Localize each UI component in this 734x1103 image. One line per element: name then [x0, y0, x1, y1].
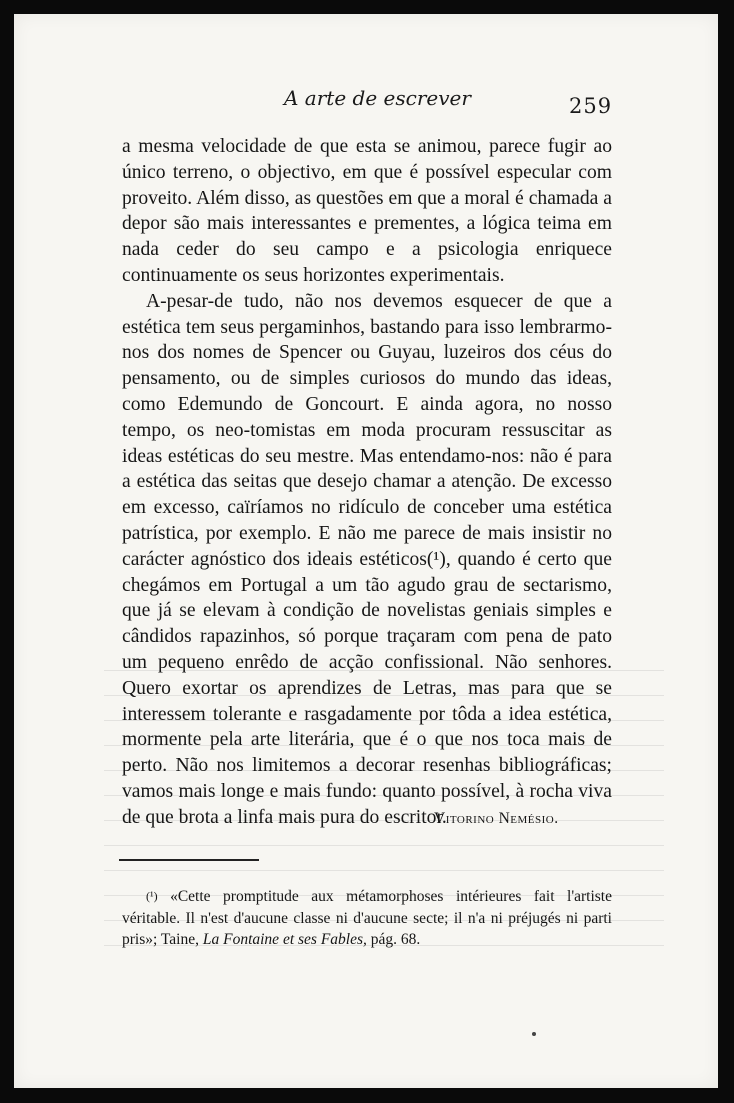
footnote-page-ref: pág. 68.: [366, 931, 421, 948]
page-number: 259: [569, 94, 613, 118]
running-title: A arte de escrever: [284, 86, 471, 110]
running-head: [14, 86, 718, 116]
paper-speck: [532, 1032, 536, 1036]
author-signature: Vitorino Nemésio.: [434, 810, 559, 827]
footnote: [122, 886, 612, 951]
footnote-divider: [119, 859, 259, 861]
paragraph-1: a mesma velocidade de que esta se animou, parece fugir ao único terreno, o objectivo, em que é possível especular com proveito. Além disso, as questões em que a moral é chamada a depor são mais interessantes e prementes, a lógica teima em nada ceder do seu campo e a psicologia enriquece continuamente os seus horizontes experimentais.: [122, 136, 612, 286]
footnote-reference[interactable]: (¹): [426, 548, 446, 570]
book-page: [14, 14, 718, 1088]
paragraph-2-text-before-note: A-pesar-de tudo, não nos devemos esquecer de que a estética tem seus pergaminhos, bastando para isso lembrarmo-nos dos nomes de Spencer ou Guyau, luzeiros dos céus do pensamento, ou de simples curiosos do mundo das ideas, como Edemundo de Goncourt. E ainda agora, no nosso tempo, os neo-tomistas em moda procuram ressuscitar as ideas estéticas do seu mestre. Mas entendamo-nos: não é para a estética das seitas que desejo chamar a atenção. De excesso em excesso, caïríamos no ridículo de conceber uma estética patrística, por exemplo. E não me parece de mais insistir no carácter agnóstico dos ideais estéticos: [122, 290, 612, 570]
paragraph-2-text-after-note: , quando é certo que chegámos em Portugal a um tão agudo grau de sectarismo, que já se elevam à condição de novelistas geniais simples e cândidos rapazinhos, só porque traçaram com pena de pato um pequeno enrêdo de acção confissional. Não senhores. Quero exortar os aprendizes de Letras, mas para que se interessem tolerante e rasgadamente por tôda a idea estética, mormente pela arte literária, que é o que nos toca mais de perto. Não nos limitemos a decorar resenhas bibliográficas; vamos mais longe e mais fundo: quanto possível, à rocha viva de que brota a linfa mais pura do escritor.: [122, 548, 612, 828]
footnote-marker: (¹): [146, 889, 158, 903]
paragraph-2: [122, 289, 612, 831]
footnote-work-title: La Fontaine et ses Fables,: [202, 931, 367, 948]
body-text: [122, 134, 612, 831]
footnote-quote: «Cette promptitude aux métamorphoses intérieures fait l'artiste véritable. Il n'est d'aucune classe ni d'aucune secte; il n'a ni préjugés ni parti pris»; Taine,: [122, 888, 612, 948]
